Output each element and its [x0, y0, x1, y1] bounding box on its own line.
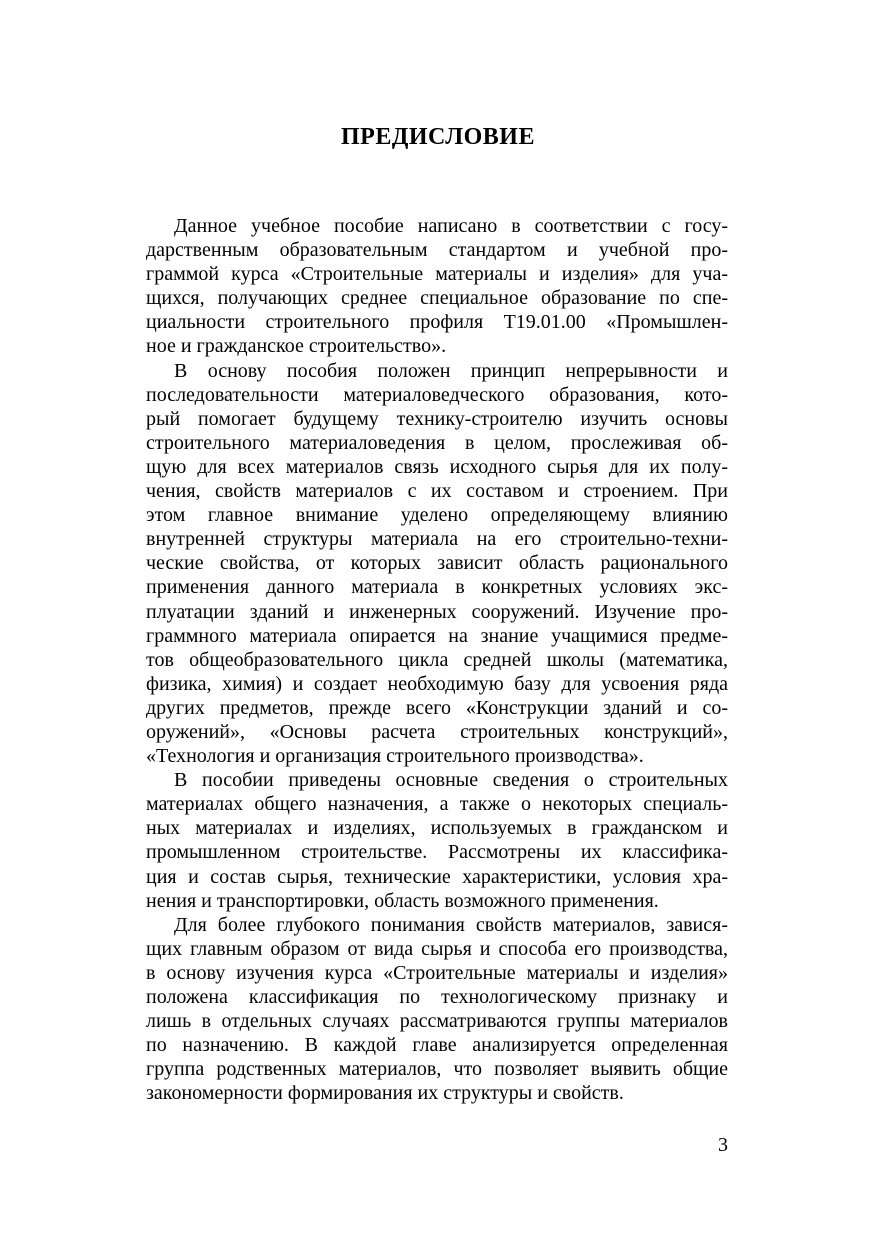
text-line: внутренней структуры материала на его строительно-техни-: [146, 528, 728, 551]
text-line: чения, свойств материалов с их составом и строением. При: [146, 480, 728, 503]
preface-body: [146, 214, 728, 1105]
text-line: других предметов, прежде всего «Конструкции зданий и со-: [146, 696, 728, 719]
paragraph: [146, 768, 728, 913]
text-line: щую для всех материалов связь исходного сырья для их полу-: [146, 455, 728, 478]
text-line: группа родственных материалов, что позволяет выявить общие: [146, 1058, 728, 1081]
text-line: плуатации зданий и инженерных сооружений. Изучение про-: [146, 600, 728, 623]
page-number: 3: [718, 1134, 728, 1156]
text-line: рый помогает будущему технику-строителю изучить основы: [146, 407, 728, 430]
text-line: Для более глубокого понимания свойств материалов, завися-: [174, 913, 728, 936]
text-line: применения данного материала в конкретных условиях экс-: [146, 576, 728, 599]
text-line: физика, химия) и создает необходимую базу для усвоения ряда: [146, 672, 728, 695]
text-line: В основу пособия положен принцип непрерывности и: [174, 359, 728, 382]
text-line: промышленном строительстве. Рассмотрены их классифика-: [146, 841, 728, 864]
text-line: материалах общего назначения, а также о некоторых специаль-: [146, 793, 728, 816]
page-title: ПРЕДИСЛОВИЕ: [341, 124, 535, 150]
text-line: этом главное внимание уделено определяющему влиянию: [146, 504, 728, 527]
text-line: ных материалах и изделиях, используемых в гражданском и: [146, 817, 728, 840]
text-line: ное и гражданское строительство».: [146, 335, 447, 358]
text-line: последовательности материаловедческого образования, кото-: [146, 383, 728, 406]
text-line: оружений», «Основы расчета строительных конструкций»,: [146, 720, 728, 743]
text-line: «Технология и организация строительного производства».: [146, 745, 644, 768]
text-line: лишь в отдельных случаях рассматриваются группы материалов: [146, 1010, 728, 1033]
paragraph: [146, 359, 728, 769]
text-line: нения и транспортировки, область возможного применения.: [146, 889, 659, 912]
text-line: Данное учебное пособие написано в соответствии с госу-: [174, 215, 728, 237]
text-line: положена классификация по технологическому признаку и: [146, 986, 728, 1008]
text-line: циальности строительного профиля Т19.01.00 «Промышлен-: [146, 311, 728, 334]
text-line: в основу изучения курса «Строительные материалы и изделия»: [146, 961, 728, 984]
text-line: щихся, получающих среднее специальное образование по спе-: [146, 287, 728, 310]
text-line: граммного материала опирается на знание учащимися предме-: [146, 624, 728, 647]
text-line: ция и состав сырья, технические характеристики, условия хра-: [146, 865, 728, 888]
paragraph: [146, 214, 728, 359]
text-line: В пособии приведены основные сведения о строительных: [174, 769, 728, 792]
text-line: по назначению. В каждой главе анализируется определенная: [146, 1034, 728, 1057]
text-line: закономерности формирования их структуры и свойств.: [146, 1082, 624, 1105]
text-line: строительного материаловедения в целом, прослеживая об-: [146, 431, 728, 454]
text-line: щих главным образом от вида сырья и способа его производства,: [146, 937, 728, 960]
text-line: тов общеобразовательного цикла средней школы (математика,: [146, 648, 728, 671]
text-line: граммой курса «Строительные материалы и изделия» для уча-: [146, 263, 728, 286]
text-line: ческие свойства, от которых зависит область рационального: [146, 552, 728, 575]
paragraph: [146, 913, 728, 1106]
text-line: дарственным образовательным стандартом и учебной про-: [146, 239, 728, 262]
